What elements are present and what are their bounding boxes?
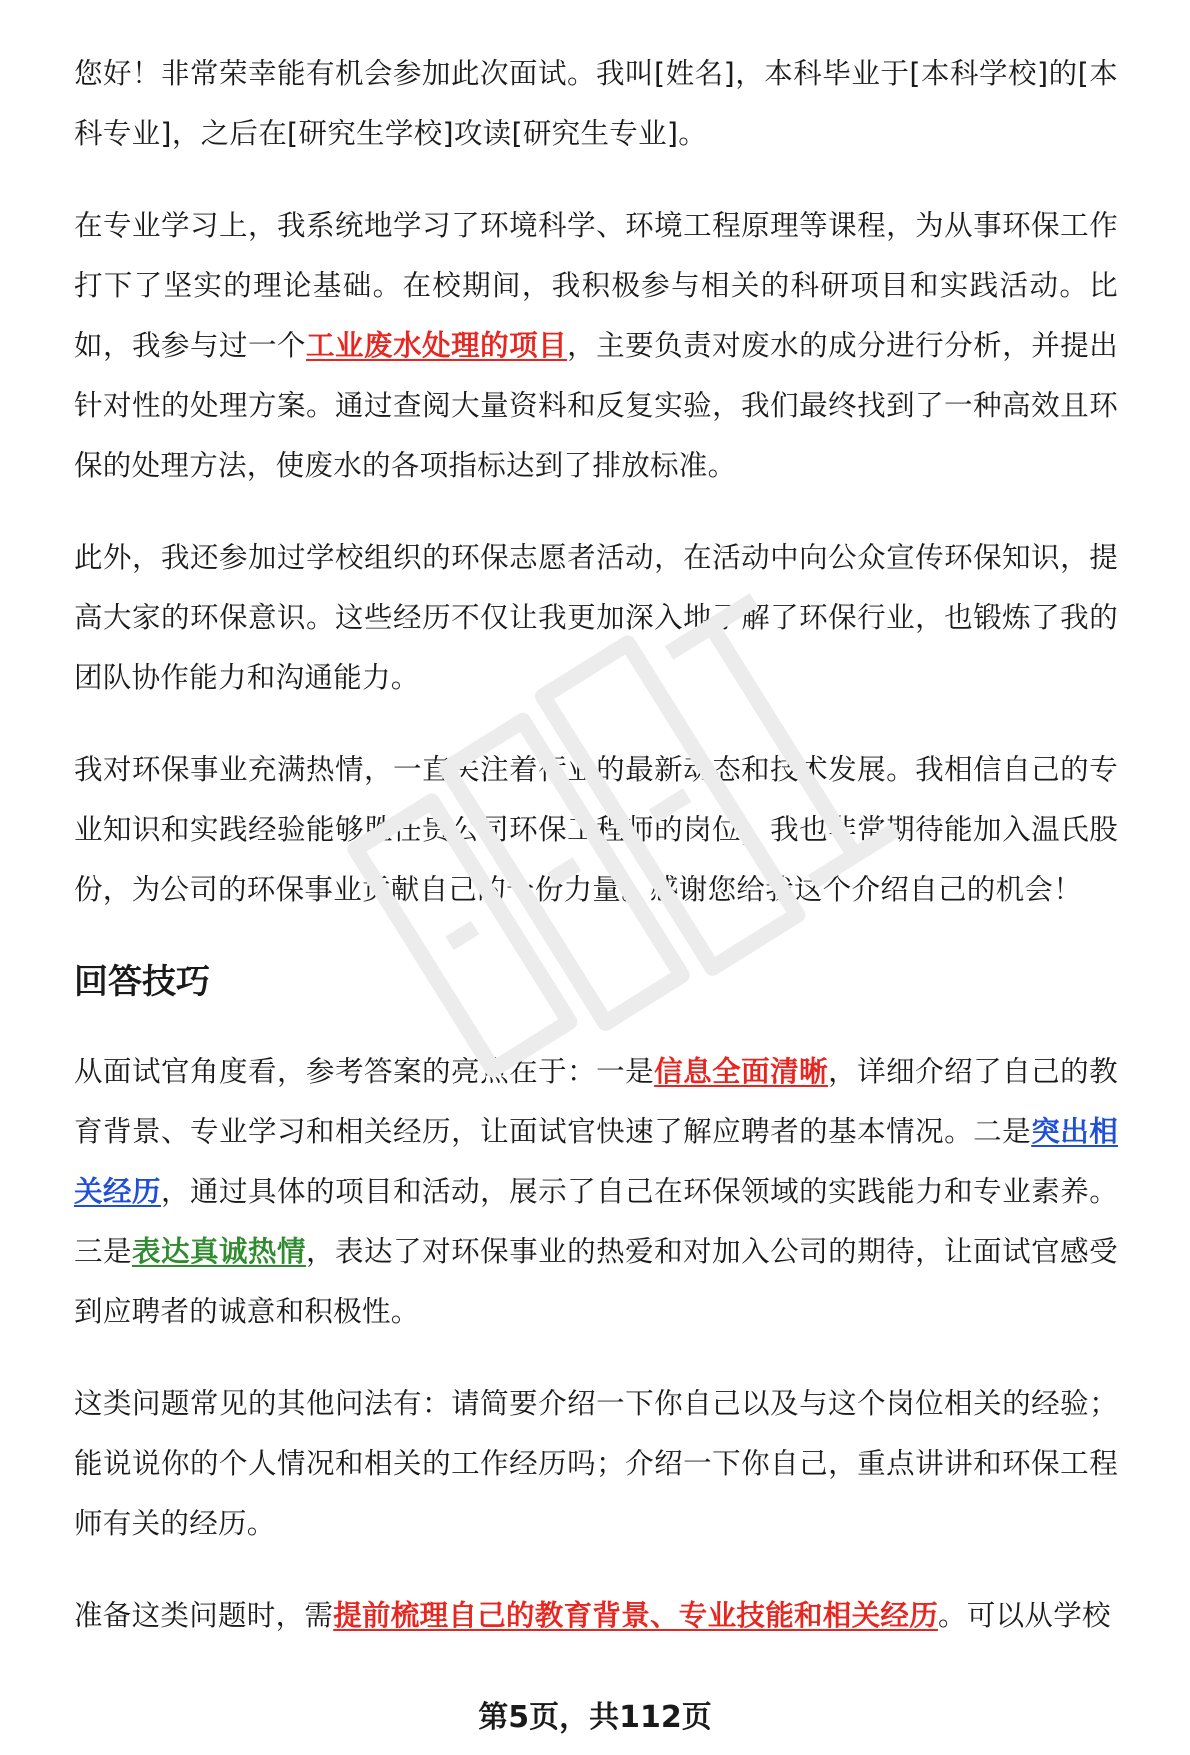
text-segment: ，表达了对环保事业的热爱和对加入公司的期待，让面试官感受到应聘者的诚意和积极性。 [74, 1235, 1118, 1328]
text-segment: ，主要负责对废水的成分进行分析，并提出针对性的处理方案。通过查阅大量资料和反复实验，我们最终找到了一种高效且环保的处理方法，使废水的各项指标达到了排放标准。 [74, 329, 1119, 482]
text-segment: 此外，我还参加过学校组织的环保志愿者活动，在活动中向公众宣传环保知识，提高大家的环保意识。这些经历不仅让我更加深入地了解了环保行业，也锻炼了我的团队协作能力和沟通能力。 [74, 541, 1118, 694]
tips-body [74, 1042, 1118, 1646]
text-segment: ，详细介绍了自己的教育背景、专业学习和相关经历，让面试官快速了解应聘者的基本情况。二是 [74, 1055, 1118, 1148]
text-segment: 准备这类问题时，需 [74, 1599, 334, 1632]
paragraph [74, 196, 1118, 496]
text-segment: ，通过具体的项目和活动，展示了自己在环保领域的实践能力和专业素养。三是 [74, 1175, 1119, 1268]
highlighted-phrase: 表达真诚热情 [132, 1235, 307, 1268]
section-heading: 回答技巧 [74, 962, 210, 1002]
highlighted-phrase: 工业废水处理的项目 [306, 329, 568, 362]
paragraph [74, 528, 1118, 708]
paragraph [74, 1374, 1118, 1554]
paragraph [74, 44, 1118, 164]
paragraph [74, 1586, 1118, 1646]
text-segment: 我对环保事业充满热情，一直关注着行业的最新动态和技术发展。我相信自己的专业知识和实践经验能够胜任贵公司环保工程师的岗位，我也非常期待能加入温氏股份，为公司的环保事业贡献自己的一份力量。感谢您给我这个介绍自己的机会！ [74, 753, 1118, 906]
text-segment: 从面试官角度看，参考答案的亮点在于：一是 [74, 1055, 655, 1088]
document-page [74, 44, 1118, 1678]
text-segment: 。可以从学校 [938, 1599, 1111, 1632]
answer-body [74, 44, 1118, 920]
highlighted-phrase: 突出相关经历 [74, 1115, 1118, 1208]
paragraph [74, 740, 1118, 920]
text-segment: 您好！非常荣幸能有机会参加此次面试。我叫[姓名]，本科毕业于[本科学校]的[本科专业]，之后在[研究生学校]攻读[研究生专业]。 [74, 57, 1118, 150]
highlighted-phrase: 信息全面清晰 [654, 1055, 829, 1088]
page-footer: 第5页，共112页 [478, 1700, 712, 1735]
paragraph [74, 1042, 1118, 1342]
text-segment: 这类问题常见的其他问法有：请简要介绍一下你自己以及与这个岗位相关的经验；能说说你的个人情况和相关的工作经历吗；介绍一下你自己，重点讲讲和环保工程师有关的经历。 [74, 1387, 1118, 1540]
text-segment: 在专业学习上，我系统地学习了环境科学、环境工程原理等课程，为从事环保工作打下了坚实的理论基础。在校期间，我积极参与相关的科研项目和实践活动。比如，我参与过一个 [74, 209, 1118, 362]
highlighted-phrase: 提前梳理自己的教育背景、专业技能和相关经历 [333, 1599, 939, 1632]
